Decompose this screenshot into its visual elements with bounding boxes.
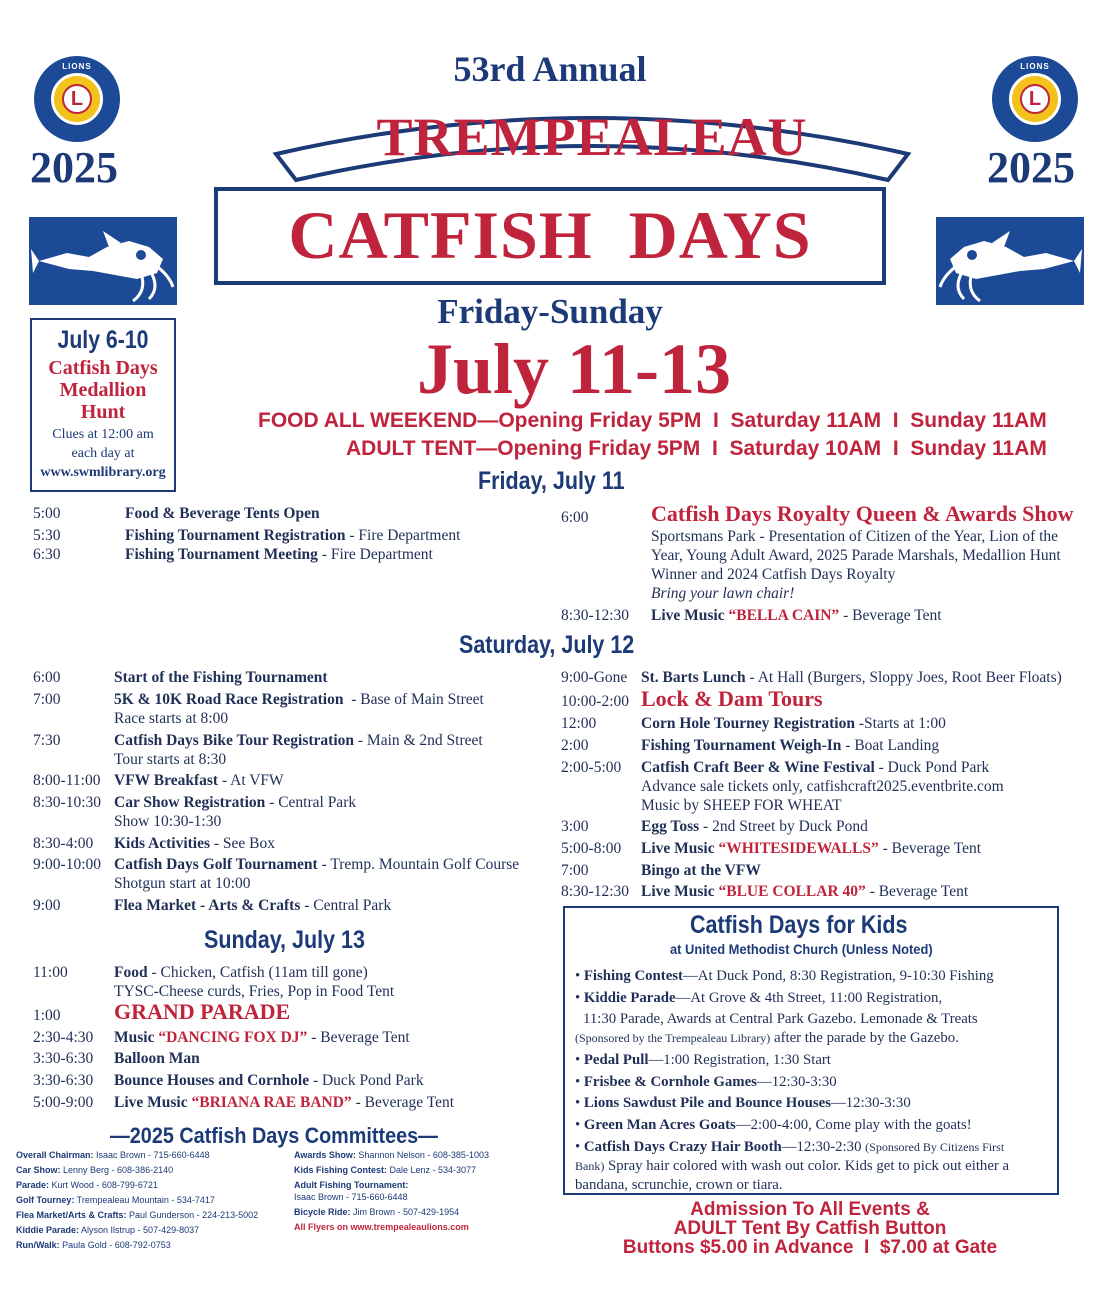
flyers-line: All Flyers on www.trempealeaulions.com [294,1222,469,1232]
festival-sub: Music by SHEEP FOR WHEAT [641,797,842,814]
event-title: CATFISH DAYS [288,197,812,273]
year-right: 2025 [987,143,1075,192]
kids-subtitle: at United Methodist Church (Unless Noted) [670,941,933,957]
admission-line-1: Admission To All Events & [690,1199,930,1220]
royalty-detail: Year, Young Adult Award, 2025 Parade Marshals, Medallion Hunt [651,547,1061,564]
kids-item: • Fishing Contest—At Duck Pond, 8:30 Registration, 9-10:30 Fishing [575,968,994,984]
medallion-box [30,318,176,492]
medallion-title-3: Hunt [80,401,126,423]
kids-item: • Green Man Acres Goats—2:00-4:00, Come play with the goats! [575,1117,972,1133]
lions-letter: L [62,84,92,114]
saturday-heading: Saturday, July 12 [459,631,635,659]
kids-item-detail: bandana, scrunchie, crown or tiara. [575,1177,783,1193]
sunday-heading: Sunday, July 13 [204,926,365,954]
catfish-icon [29,217,177,305]
committee-entry: Kids Fishing Contest: Dale Lenz - 534-3077 [294,1165,477,1175]
tent-hours: ADULT TENT—Opening Friday 5PM I Saturday 10AM I Sunday 11AM [346,437,1047,460]
catfish-logo-right [936,217,1084,305]
committee-entry: Run/Walk: Paula Gold - 608-792-0753 [16,1240,171,1250]
saturday-sub: Race starts at 8:00 [114,710,229,727]
food-hours: FOOD ALL WEEKEND—Opening Friday 5PM I Saturday 11AM I Sunday 11AM [258,409,1047,432]
admission-line-2: ADULT Tent By Catfish Button [673,1218,947,1239]
royalty-note: Bring your lawn chair! [651,585,795,602]
kids-item: • Catfish Days Crazy Hair Booth—12:30-2:30 (Sponsored By Citizens First [575,1139,1005,1155]
kids-item: • Kiddie Parade—At Grove & 4th Street, 11:00 Registration, [575,990,943,1006]
committee-entry: Awards Show: Shannon Nelson - 608-385-1003 [294,1150,489,1160]
committee-entry: Flea Market/Arts & Crafts: Paul Gunderson - 224-213-5002 [16,1210,259,1220]
committees-heading: —2025 Catfish Days Committees— [110,1123,438,1148]
committee-entry: Golf Tourney: Trempealeau Mountain - 534-7417 [16,1195,215,1205]
dates-label: July 11-13 [416,329,732,409]
medallion-title-2: Medallion [59,379,147,401]
lions-letter: L [1020,84,1050,114]
festival-sub: Advance sale tickets only, catfishcraft2025.eventbrite.com [641,778,1004,795]
royalty-detail: Sportsmans Park - Presentation of Citizen of the Year, Lion of the [651,528,1059,545]
days-label: Friday-Sunday [437,292,663,331]
kids-item-detail: 11:30 Parade, Awards at Central Park Gazebo. Lemonade & Treats [583,1011,978,1027]
committee-entry: Isaac Brown - 715-660-6448 [294,1192,408,1202]
royalty-title: Catfish Days Royalty Queen & Awards Show [651,501,1074,526]
annual-label: 53rd Annual [453,49,647,89]
sunday-sub: TYSC-Cheese curds, Fries, Pop in Food Tent [114,983,395,1000]
kids-item: • Frisbee & Cornhole Games—12:30-3:30 [575,1074,837,1090]
committee-entry: Kiddie Parade: Alyson Ilstrup - 507-429-8037 [16,1225,200,1235]
town-title: TREMPEALEAU [376,107,808,167]
saturday-sub: Show 10:30-1:30 [114,813,222,830]
medallion-site[interactable]: www.swmlibrary.org [40,465,166,480]
kids-item-detail: Bank) Spray hair colored with wash out color. Kids get to pick out either a [575,1158,1010,1174]
catfish-logo-left [29,217,177,305]
medallion-title-1: Catfish Days [48,357,158,379]
saturday-sub: Tour starts at 8:30 [114,751,227,768]
royalty-detail: Winner and 2024 Catfish Days Royalty [651,566,896,583]
kids-item-detail: (Sponsored by the Trempealeau Library) after the parade by the Gazebo. [575,1030,959,1046]
seal-ring-text: LIONS [62,62,92,71]
admission-line-3: Buttons $5.00 in Advance I $7.00 at Gate [622,1237,998,1258]
catfish-icon [936,217,1084,305]
year-left: 2025 [30,143,118,192]
committee-entry: Car Show: Lenny Berg - 608-386-2140 [16,1165,174,1175]
committee-entry: Overall Chairman: Isaac Brown - 715-660-6448 [16,1150,210,1160]
flyers-link[interactable]: www.trempealeaulions.com [348,1222,469,1232]
committee-entry: Parade: Kurt Wood - 608-799-6721 [16,1180,158,1190]
kids-item: • Pedal Pull—1:00 Registration, 1:30 Start [575,1052,831,1068]
kids-title: Catfish Days for Kids [690,911,908,939]
medallion-dates: July 6-10 [57,326,149,354]
saturday-sub: Shotgun start at 10:00 [114,875,251,892]
seal-ring-text: LIONS [1020,62,1050,71]
committee-entry: Adult Fishing Tournament: [294,1180,409,1190]
grand-parade-title: GRAND PARADE [114,999,291,1024]
friday-heading: Friday, July 11 [478,467,625,495]
medallion-clue-2: each day at [71,446,135,461]
lock-dam-title: Lock & Dam Tours [641,686,823,711]
kids-item: • Lions Sawdust Pile and Bounce Houses—12:30-3:30 [575,1095,911,1111]
medallion-clue-1: Clues at 12:00 am [52,427,154,442]
committee-entry: Bicycle Ride: Jim Brown - 507-429-1954 [294,1207,460,1217]
